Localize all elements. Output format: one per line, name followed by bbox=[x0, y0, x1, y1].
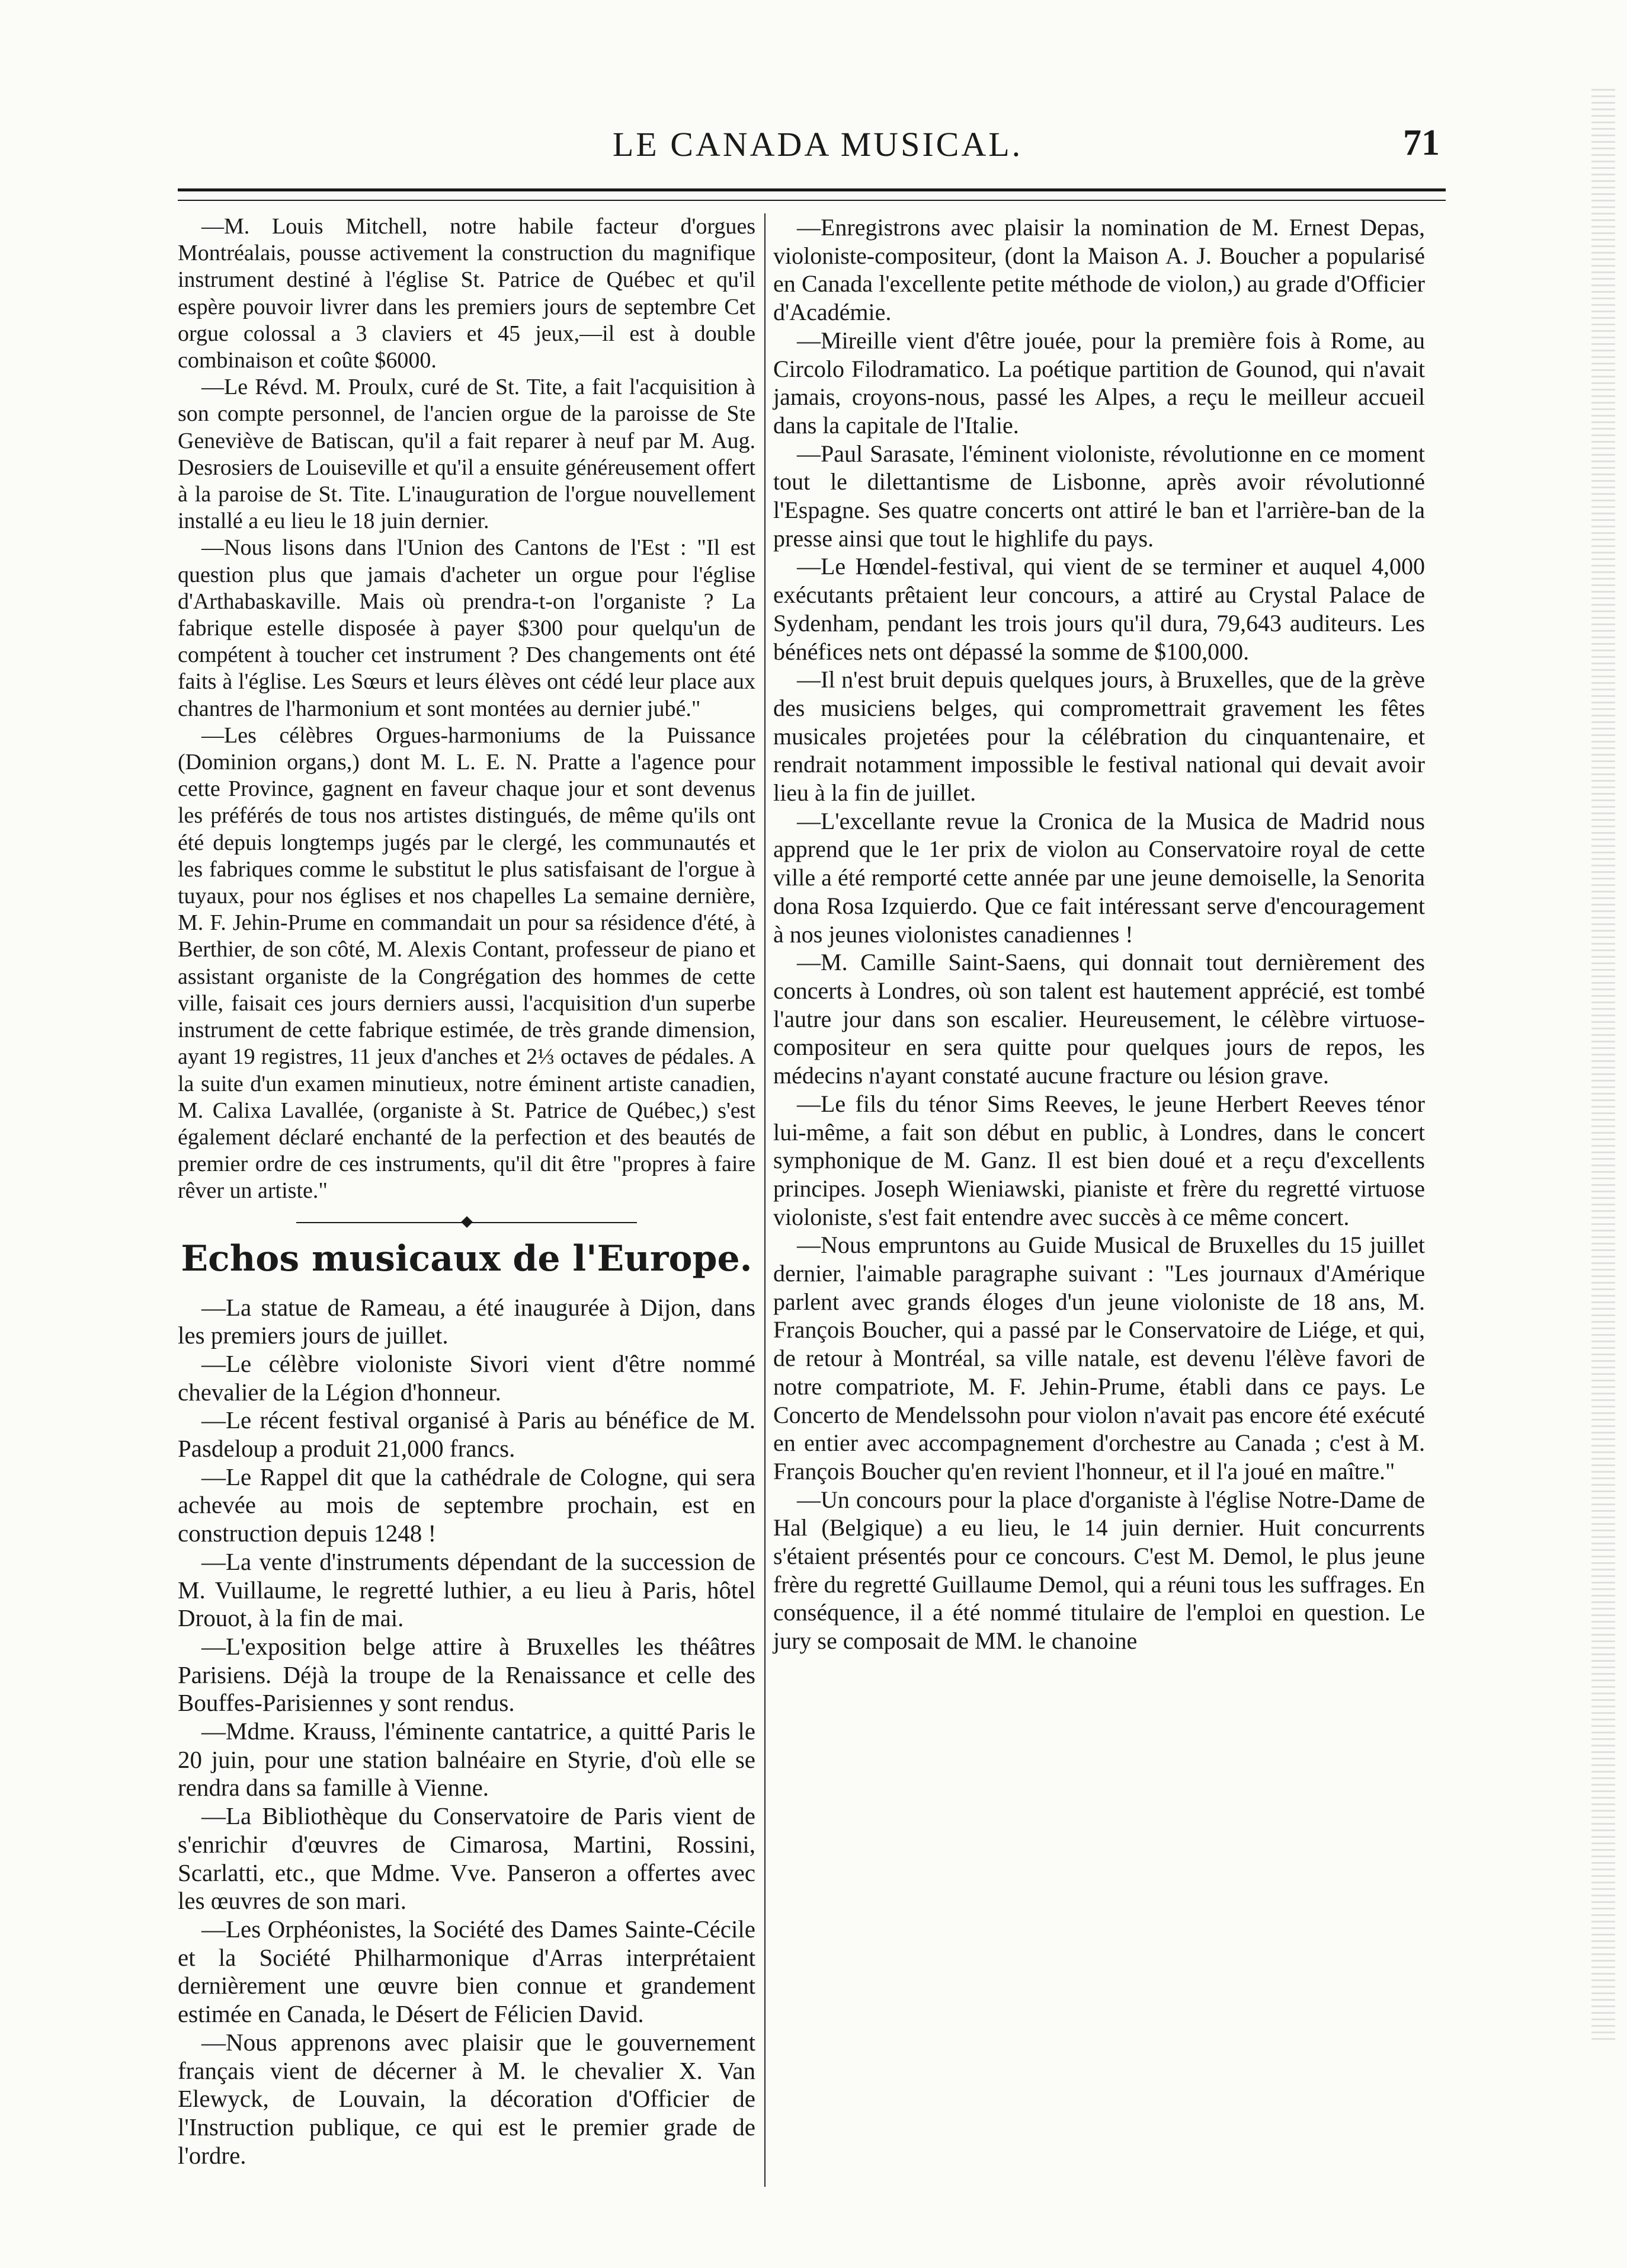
news-item: —La statue de Rameau, a été inaugurée à Dijon, dans les premiers jours de juillet. bbox=[178, 1293, 755, 1349]
running-title: LE CANADA MUSICAL. bbox=[612, 125, 1023, 164]
news-item: —Enregistrons avec plaisir la nomination de M. Ernest Depas, violoniste-compositeur, (dont la Maison A. J. Boucher a popularisé en Canada l'excellente petite méthode de violon,) au grade d'Officier d'Académie. bbox=[773, 214, 1425, 326]
news-item: —Mireille vient d'être jouée, pour la première fois à Rome, au Circolo Filodramatico. La poétique partition de Gounod, qui n'avait jamais, croyons-nous, passé les Alpes, a reçu le meilleur accueil dans la capitale de l'Italie. bbox=[773, 327, 1425, 439]
news-item: —Le Rappel dit que la cathédrale de Cologne, qui sera achevée au mois de septembre prochain, est en construction depuis 1248 ! bbox=[178, 1463, 755, 1547]
right-column bbox=[773, 213, 1425, 1655]
section-title: Echos musicaux de l'Europe. bbox=[181, 1237, 752, 1279]
article-paragraph: —Les célèbres Orgues-harmoniums de la Puissance (Dominion organs,) dont M. L. E. N. Pratte a l'agence pour cette Province, gagnent en faveur chaque jour et sont devenus les préférés de tous nos artistes distingués, de même qu'ils ont été depuis longtemps jugés par le clergé, les communautés et les fabriques comme le substitut le plus satisfaisant de l'orgue à tuyaux, pour nos églises et nos chapelles La semaine dernière, M. F. Jehin-Prume en commandait un pour sa résidence d'été, à Berthier, de son côté, M. Alexis Contant, professeur de piano et assistant organiste de la Congrégation des hommes de cette ville, faisait ces jours derniers aussi, l'acquisition d'un superbe instrument de cette fabrique estimée, de très grande dimension, ayant 19 registres, 11 jeux d'anches et 2⅓ octaves de pédales. A la suite d'un examen minutieux, notre éminent artiste canadien, M. Calixa Lavallée, (organiste à St. Patrice de Québec,) s'est également déclaré enchanté de la perfection et des beautés de premier ordre de ces instruments, qu'il dit être "propres à faire rêver un artiste." bbox=[178, 722, 755, 1204]
ornament-diamond bbox=[461, 1216, 473, 1228]
news-item: —Le célèbre violoniste Sivori vient d'être nommé chevalier de la Légion d'honneur. bbox=[178, 1349, 755, 1406]
news-item: —La Bibliothèque du Conservatoire de Paris vient de s'enrichir d'œuvres de Cimarosa, Martini, Rossini, Scarlatti, etc., que Mdme. Vve. Panseron a offertes avec les œuvres de son mari. bbox=[178, 1802, 755, 1915]
news-item: —Le fils du ténor Sims Reeves, le jeune Herbert Reeves ténor lui-même, a fait son début en public, à Londres, dans le concert symphonique de M. Ganz. Il est bien doué et a reçu d'excellents principes. Joseph Wieniawski, pianiste et frère du regretté virtuose violoniste, s'est fait entendre avec succès à ce même concert. bbox=[773, 1090, 1425, 1230]
page-number: 71 bbox=[1403, 123, 1440, 163]
left-column bbox=[178, 213, 755, 2170]
news-item: —Il n'est bruit depuis quelques jours, à Bruxelles, que de la grève des musiciens belges, qui compromettrait gravement les fêtes musicales projetées pour la célébration du cinquantenaire, et rendrait notamment impossible le festival national qui devait avoir lieu à la fin de juillet. bbox=[773, 666, 1425, 807]
page-header bbox=[196, 119, 1440, 172]
news-item: —Mdme. Krauss, l'éminente cantatrice, a quitté Paris le 20 juin, pour une station balnéaire en Styrie, d'où elle se rendra dans sa famille à Vienne. bbox=[178, 1717, 755, 1802]
news-item: —Le Hœndel-festival, qui vient de se terminer et auquel 4,000 exécutants prêtaient leur concours, a attiré au Crystal Palace de Sydenham, pendant les trois jours qu'il dura, 79,643 auditeurs. Les bénéfices nets ont dépassé la somme de $100,000. bbox=[773, 553, 1425, 665]
news-item: —La vente d'instruments dépendant de la succession de M. Vuillaume, le regretté luthier, a eu lieu à Paris, hôtel Drouot, à la fin de mai. bbox=[178, 1547, 755, 1632]
scan-edge-artifact bbox=[1591, 89, 1615, 2045]
article-paragraph: —Le Révd. M. Proulx, curé de St. Tite, a fait l'acquisition à son compte personnel, de l'ancien orgue de la paroisse de Ste Geneviève de Batiscan, qu'il a fait reparer à neuf par M. Aug. Desrosiers de Louiseville et qu'il a ensuite généreusement offert à la paroise de St. Tite. L'inauguration de l'orgue nouvellement installé a eu lieu le 18 juin dernier. bbox=[178, 375, 755, 534]
article-paragraph: —Nous lisons dans l'Union des Cantons de l'Est : "Il est question plus que jamais d'acheter un orgue pour l'église d'Arthabaskaville. Mais où prendra-t-on l'organiste ? La fabrique estelle disposée à payer $300 pour quelqu'un de compétent à toucher cet instrument ? Des changements ont été faits à l'église. Les Sœurs et leurs élèves ont cédé leur place aux chantres de l'harmonium et sont montées au dernier jubé." bbox=[178, 535, 755, 721]
header-rule bbox=[178, 188, 1446, 201]
article-paragraph: —M. Louis Mitchell, notre habile facteur d'orgues Montréalais, pousse activement la construction du magnifique instrument destiné à l'église St. Patrice de Québec et qu'il espère pouvoir livrer dans les premiers jours de septembre Cet orgue colossal a 3 claviers et 45 jeux,—il est à double combinaison et coûte $6000. bbox=[178, 214, 755, 373]
news-item: —Le récent festival organisé à Paris au bénéfice de M. Pasdeloup a produit 21,000 francs. bbox=[178, 1406, 755, 1463]
news-item: —Nous empruntons au Guide Musical de Bruxelles du 15 juillet dernier, l'aimable paragraphe suivant : "Les journaux d'Amérique parlent avec grands éloges d'un jeune violoniste de 18 ans, M. François Boucher, qui a passé par le Conservatoire de Liége, et qui, de retour à Montréal, sa ville natale, est devenu l'élève favori de notre compatriote, M. F. Jehin-Prume, établi dans ce pays. Le Concerto de Mendelssohn pour violon n'avait pas encore été exécuté en entier avec accompagnement d'orchestre au Canada ; c'est à M. François Boucher qu'en revient l'honneur, et il l'a joué en maître." bbox=[773, 1231, 1425, 1485]
column-divider bbox=[764, 213, 766, 2187]
news-item: —Nous apprenons avec plaisir que le gouvernement français vient de décerner à M. le chevalier X. Van Elewyck, de Louvain, la décoration d'Officier de l'Instruction publique, ce qui est le premier grade de l'ordre. bbox=[178, 2028, 755, 2169]
news-item: —Un concours pour la place d'organiste à l'église Notre-Dame de Hal (Belgique) a eu lieu, le 14 juin dernier. Huit concurrents s'étaient présentés pour ce concours. C'est M. Demol, le plus jeune frère du regretté Guillaume Demol, qui a réuni tous les suffrages. En conséquence, il a été nommé titulaire de l'emploi en question. Le jury se composait de MM. le chanoine bbox=[773, 1486, 1425, 1655]
news-item: —Paul Sarasate, l'éminent violoniste, révolutionne en ce moment tout le dilettantisme de Lisbonne, après avoir révolutionné l'Espagne. Ses quatre concerts ont attiré le ban et l'arrière-ban de la presse ainsi que tout le highlife du pays. bbox=[773, 440, 1425, 552]
news-item: —M. Camille Saint-Saens, qui donnait tout dernièrement des concerts à Londres, où son talent est hautement apprécié, est tombé l'autre jour dans son escalier. Heureusement, le célèbre virtuose-compositeur en sera quitte pour quelques jours de repos, les médecins n'ayant constaté aucune fracture ou lésion grave. bbox=[773, 949, 1425, 1089]
news-item: —Les Orphéonistes, la Société des Dames Sainte-Cécile et la Société Philharmonique d'Arras interprétaient dernièrement une œuvre bien connue et grandement estimée en Canada, le Désert de Félicien David. bbox=[178, 1915, 755, 2028]
news-item: —L'excellante revue la Cronica de la Musica de Madrid nous apprend que le 1er prix de violon au Conservatoire royal de cette ville a été remporté cette année par une jeune demoiselle, la Senorita dona Rosa Izquierdo. Que ce fait intéressant serve d'encouragement à nos jeunes violonistes canadiennes ! bbox=[773, 807, 1425, 948]
news-item: —L'exposition belge attire à Bruxelles les théâtres Parisiens. Déjà la troupe de la Renaissance et celle des Bouffes-Parisiennes y sont rendus. bbox=[178, 1632, 755, 1717]
section-ornament bbox=[178, 1218, 755, 1227]
